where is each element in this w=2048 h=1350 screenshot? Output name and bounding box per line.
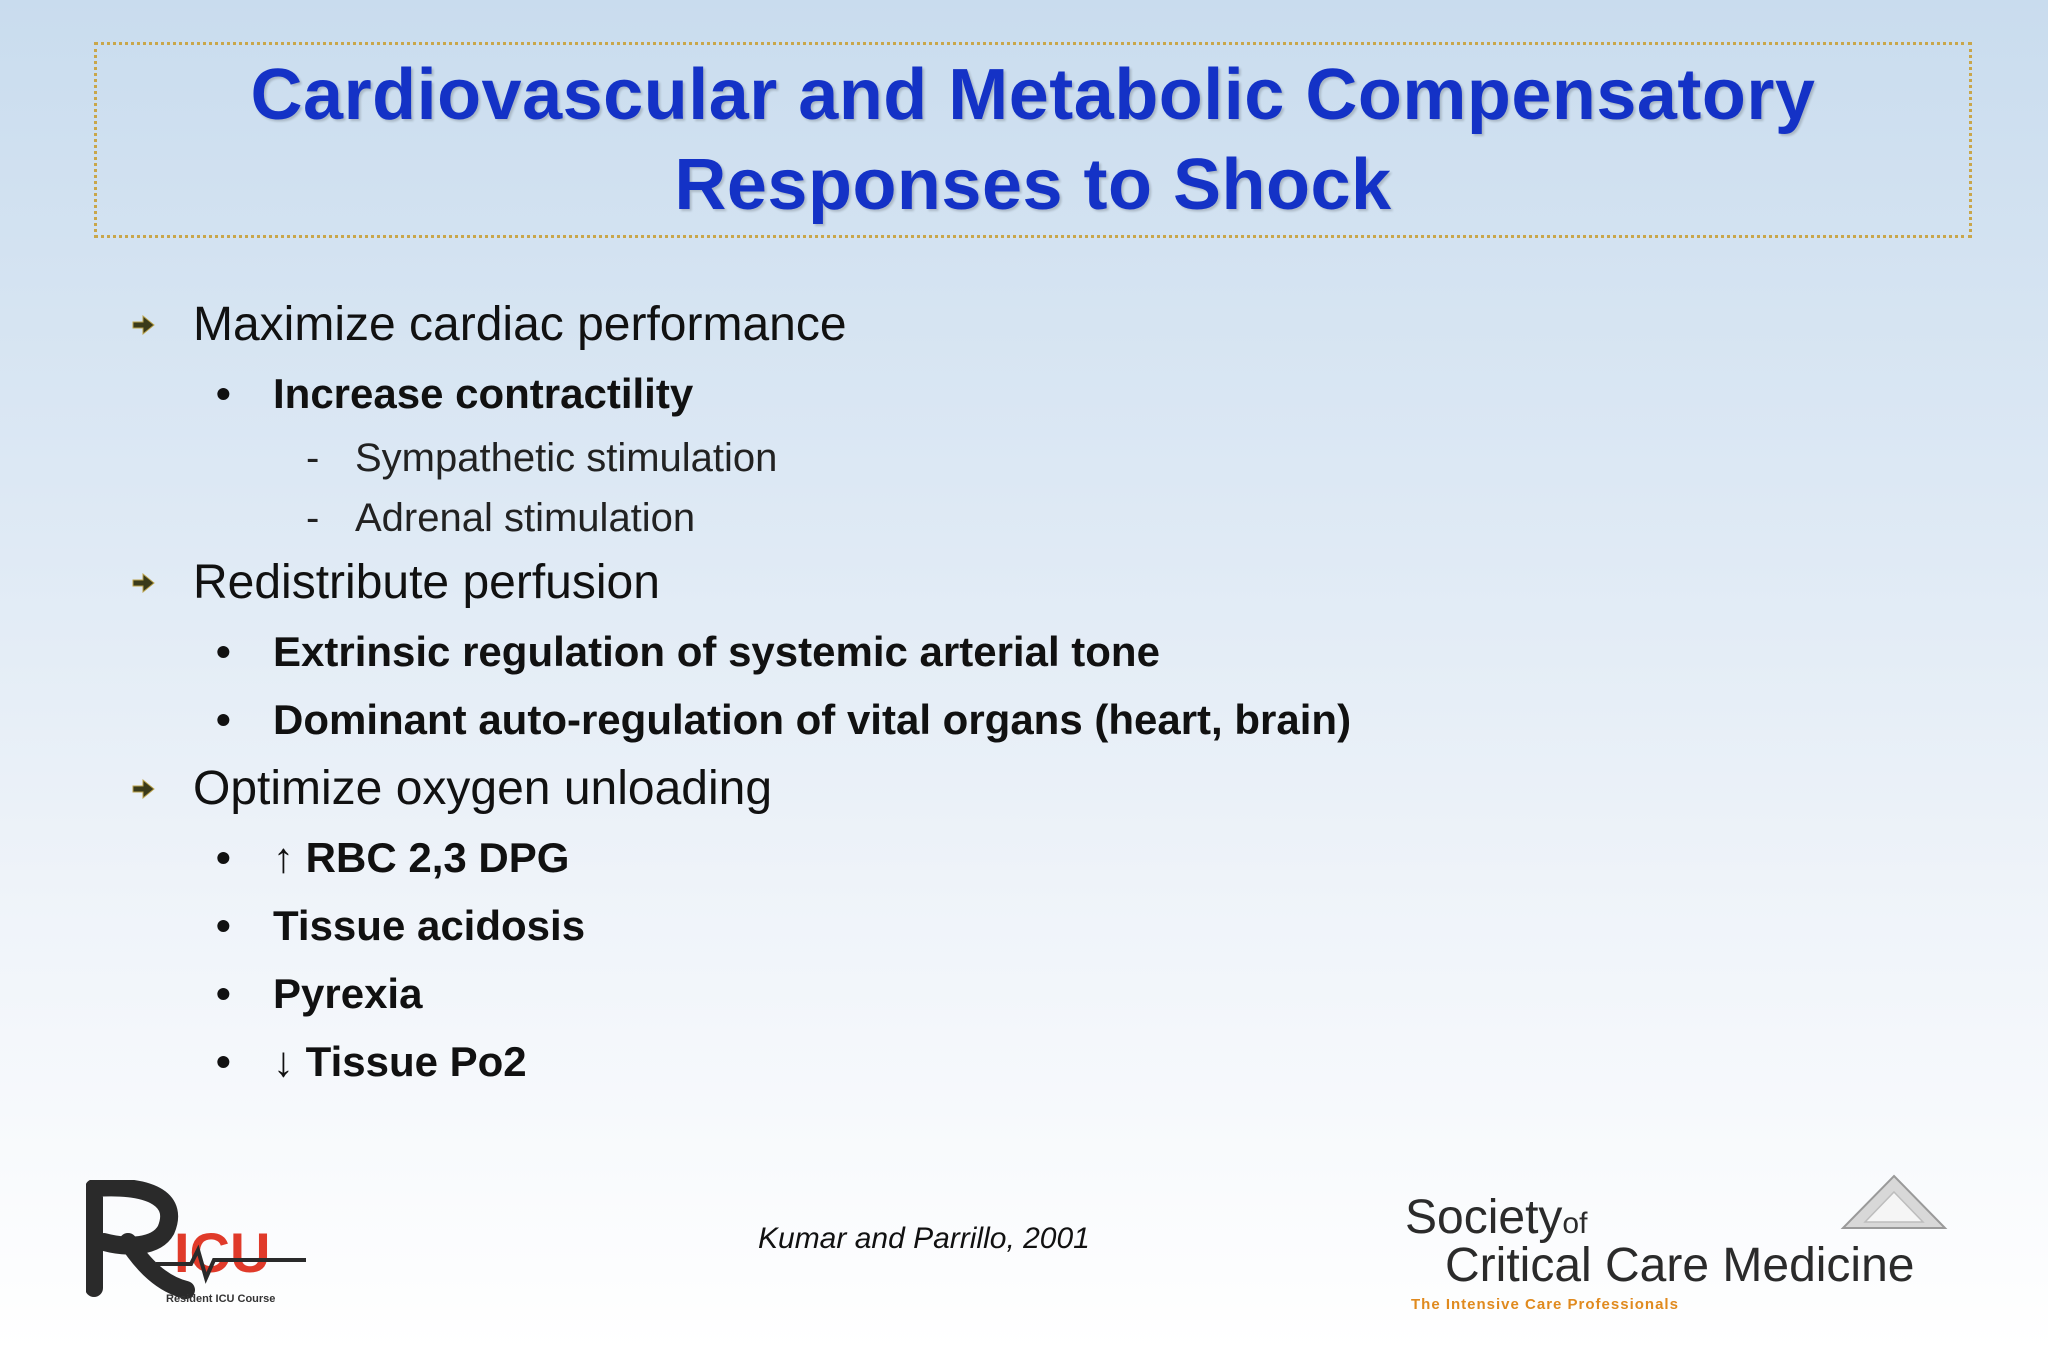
- bullet-level1: [128, 548, 1828, 618]
- bullet-level2: [128, 1028, 1828, 1096]
- bullet-text: ↑ RBC 2,3 DPG: [273, 834, 570, 881]
- bullet-level3: [128, 428, 1828, 488]
- arrow-bullet-icon: [128, 290, 158, 360]
- bullet-dot: •: [216, 696, 231, 743]
- sccm-name: Critical Care Medicine: [1445, 1239, 1915, 1292]
- bullet-dot: •: [216, 834, 231, 881]
- bullet-text: Dominant auto-regulation of vital organs (heart, brain): [273, 696, 1352, 743]
- bullet-level2: [128, 892, 1828, 960]
- ricu-logo: [86, 1180, 316, 1310]
- bullet-level2: [128, 618, 1828, 686]
- bullet-text: Sympathetic stimulation: [355, 436, 778, 480]
- citation: Kumar and Parrillo, 2001: [758, 1222, 1090, 1255]
- sccm-triangle-icon: [1839, 1172, 1949, 1232]
- bullet-dot: •: [216, 902, 231, 949]
- bullet-text: Adrenal stimulation: [355, 496, 696, 540]
- arrow-bullet-icon: [128, 548, 158, 618]
- bullet-level2: [128, 960, 1828, 1028]
- bullet-text: Maximize cardiac performance: [193, 298, 847, 351]
- sccm-tagline: The Intensive Care Professionals: [1411, 1296, 1679, 1313]
- title-line-2: Responses to Shock: [674, 145, 1392, 225]
- bullet-text: Redistribute perfusion: [193, 556, 660, 609]
- bullet-dot: •: [216, 970, 231, 1017]
- bullet-level2: [128, 360, 1828, 428]
- svg-text:ICU: ICU: [174, 1221, 271, 1284]
- bullet-text: ↓ Tissue Po2: [273, 1038, 527, 1085]
- arrow-bullet-icon: [128, 754, 158, 824]
- bullet-dot: •: [216, 1038, 231, 1085]
- ricu-subtitle: Resident ICU Course: [166, 1293, 276, 1305]
- sccm-society: Societyof: [1405, 1191, 1588, 1244]
- bullet-level1: [128, 754, 1828, 824]
- bullet-level2: [128, 686, 1828, 754]
- bullet-dot: •: [216, 370, 231, 417]
- bullet-dot: •: [216, 628, 231, 675]
- title-box: [94, 42, 1972, 238]
- bullet-text: Optimize oxygen unloading: [193, 762, 773, 815]
- bullet-dash: -: [306, 436, 320, 480]
- bullet-text: Pyrexia: [273, 970, 423, 1017]
- bullet-level2: [128, 824, 1828, 892]
- sccm-logo: [1405, 1172, 1965, 1322]
- bullet-level1: [128, 290, 1828, 360]
- bullet-dash: -: [306, 496, 320, 540]
- bullet-text: Tissue acidosis: [273, 902, 586, 949]
- page-title: [251, 50, 1816, 230]
- bullet-list: [128, 290, 1828, 1096]
- title-line-1: Cardiovascular and Metabolic Compensatory: [250, 55, 1816, 135]
- bullet-level3: [128, 488, 1828, 548]
- bullet-text: Increase contractility: [273, 370, 694, 417]
- bullet-text: Extrinsic regulation of systemic arterial tone: [273, 628, 1160, 675]
